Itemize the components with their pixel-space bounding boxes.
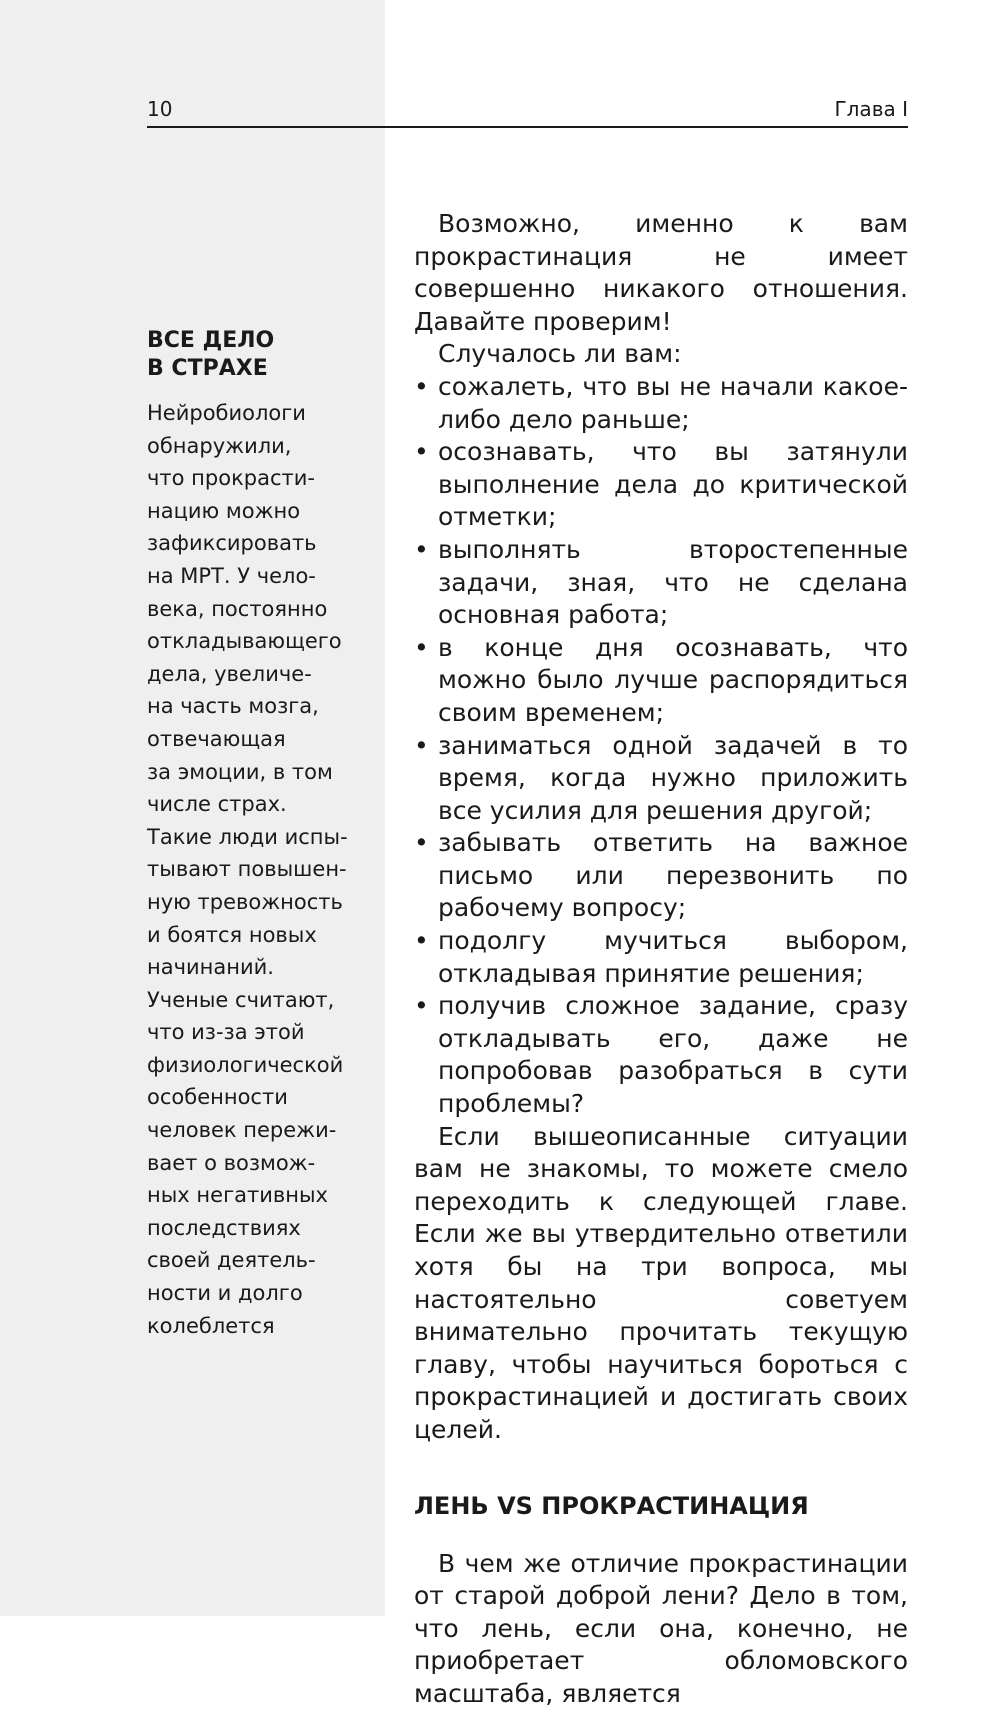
bullet-icon: •	[414, 926, 429, 956]
section-paragraph: В чем же отличие прокрастинации от старой доброй лени? Дело в том, что лень, если она, конечно, не приобретает обломовского масштаба, является	[414, 1548, 908, 1708]
bullet-icon: •	[414, 632, 429, 662]
sidebar-line: века, постоянно	[147, 596, 328, 621]
sidebar-line: обнаружили,	[147, 433, 292, 458]
sidebar-line: отвечающая	[147, 726, 286, 751]
sidebar-note	[147, 327, 372, 1342]
sidebar-line: колеблется	[147, 1313, 275, 1338]
sidebar-heading	[147, 327, 372, 383]
sidebar-line: Нейробиологи	[147, 401, 306, 425]
list-item	[414, 990, 908, 1120]
sidebar-line: на часть мозга,	[147, 694, 319, 719]
list-item	[414, 632, 908, 730]
sidebar-line: ную тревожность	[147, 889, 343, 914]
sidebar-line: зафиксировать	[147, 531, 317, 556]
bullet-icon: •	[414, 991, 429, 1021]
list-item-text: выполнять второстепенные задачи, зная, что не сделана основная работа;	[438, 534, 908, 630]
question-paragraph: Случалось ли вам:	[438, 339, 682, 369]
chapter-label: Глава I	[834, 97, 908, 121]
sidebar-line: Такие люди испы-	[147, 824, 348, 849]
sidebar-line: что из-за этой	[147, 1020, 305, 1045]
list-item-text: забывать ответить на важное письмо или перезвонить по рабочему вопросу;	[438, 828, 908, 923]
sidebar-line: своей деятель-	[147, 1248, 316, 1273]
list-item-text: сожалеть, что вы не начали какое-либо дело раньше;	[438, 371, 908, 434]
sidebar-line: за эмоции, в том	[147, 759, 333, 784]
list-item	[414, 827, 908, 925]
sidebar-line: на МРТ. У чело-	[147, 563, 316, 588]
bullet-icon: •	[414, 730, 429, 760]
sidebar-line: Ученые считают,	[147, 987, 335, 1012]
sidebar-line: человек пережи-	[147, 1118, 337, 1143]
list-item	[414, 436, 908, 534]
sidebar-line: последствиях	[147, 1215, 301, 1240]
intro-paragraph: Возможно, именно к вам прокрастинация не имеет совершенно никакого отношения. Давайте проверим!	[414, 209, 908, 336]
list-item-text: в конце дня осознавать, что можно было лучше распорядиться своим временем;	[438, 632, 908, 727]
page-header	[147, 96, 908, 128]
sidebar-line: тывают повышен-	[147, 857, 347, 882]
list-item-text: заниматься одной задачей в то время, когда нужно приложить все усилия для решения другой;	[438, 730, 908, 825]
list-item	[414, 371, 908, 436]
sidebar-line: нацию можно	[147, 498, 301, 523]
sidebar-line: дела, увеличе-	[147, 661, 312, 686]
bullet-icon: •	[414, 437, 429, 467]
sidebar-line: вает о возмож-	[147, 1150, 316, 1175]
bullet-icon: •	[414, 828, 429, 858]
main-text	[414, 208, 908, 1711]
list-item	[414, 925, 908, 990]
list-item-text: подолгу мучиться выбором, откладывая принятие решения;	[438, 926, 908, 988]
bullet-icon: •	[414, 534, 429, 564]
sidebar-heading-line: ВСЕ ДЕЛО	[147, 328, 275, 353]
sidebar-line: ности и долго	[147, 1281, 303, 1306]
list-item-text: получив сложное задание, сразу откладывать его, даже не попробовав разобраться в сути проблемы?	[438, 991, 908, 1119]
sidebar-line: и боятся новых	[147, 922, 317, 947]
list-item	[414, 730, 908, 828]
conclusion-paragraph: Если вышеописанные ситуации вам не знакомы, то можете смело переходить к следующей главе. Если же вы утвердительно ответили хотя бы на три вопроса, мы настоятельно советуем внимательно прочитать текущую главу, чтобы научиться бороться с прокрастинацией и достигать своих целей.	[414, 1121, 908, 1444]
list-item	[414, 534, 908, 632]
sidebar-line: физиологической	[147, 1052, 344, 1077]
sidebar-line: откладывающего	[147, 629, 342, 654]
sidebar-line: особенности	[147, 1085, 288, 1110]
sidebar-heading-line: В СТРАХЕ	[147, 356, 268, 381]
sidebar-line: числе страх.	[147, 792, 287, 817]
sidebar-line: что прокрасти-	[147, 466, 315, 491]
sidebar-line: ных негативных	[147, 1183, 328, 1208]
sidebar-text	[147, 397, 372, 1342]
sidebar-line: начинаний.	[147, 955, 274, 980]
page-number: 10	[147, 97, 173, 121]
bullet-list	[414, 371, 908, 1121]
list-item-text: осознавать, что вы затянули выполнение дела до критической отметки;	[438, 437, 908, 532]
section-heading: ЛЕНЬ VS ПРОКРАСТИНАЦИЯ	[414, 1491, 809, 1520]
bullet-icon: •	[414, 371, 429, 401]
